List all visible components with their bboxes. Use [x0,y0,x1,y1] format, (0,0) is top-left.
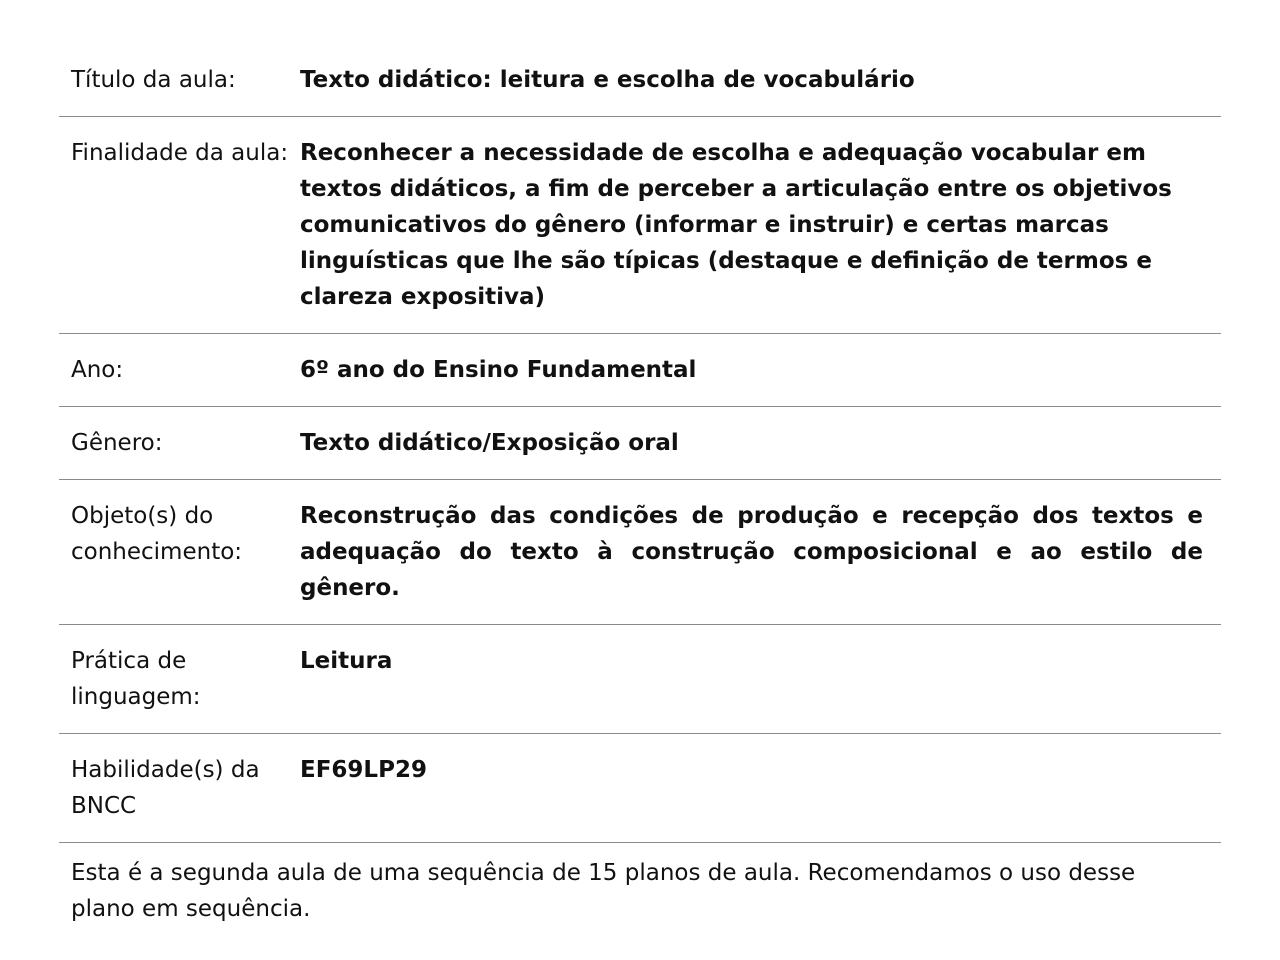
row-value: Texto didático: leitura e escolha de vocabulário [300,67,915,93]
row-label: Finalidade da aula: [71,140,289,166]
sequence-note: Esta é a segunda aula de uma sequência de 15 planos de aula. Recomendamos o uso desse plano em sequência. [71,860,1136,922]
row-label: Ano: [71,357,124,383]
row-grade-year [59,334,1221,407]
row-value: Reconstrução das condições de produção e recepção dos textos e adequação do texto à construção composicional e ao estilo de gênero. [300,503,1203,601]
row-bncc-skills [59,734,1221,843]
row-genre [59,407,1221,480]
row-value: EF69LP29 [300,757,427,783]
row-label: Habilidade(s) da BNCC [71,757,260,819]
row-label: Prática de linguagem: [71,648,201,710]
row-value: Reconhecer a necessidade de escolha e adequação vocabular em textos didáticos, a fim de perceber a articulação entre os objetivos comunicativos do gênero (informar e instruir) e certas marcas linguísticas que lhe são típicas (destaque e definição de termos e clareza expositiva) [300,140,1172,310]
row-value: 6º ano do Ensino Fundamental [300,357,697,383]
lesson-plan-table [59,44,1221,927]
row-value: Leitura [300,648,393,674]
row-label: Objeto(s) do conhecimento: [71,503,243,565]
row-value: Texto didático/Exposição oral [300,430,679,456]
row-label: Gênero: [71,430,163,456]
row-knowledge-objects [59,480,1221,625]
row-lesson-title [59,44,1221,117]
row-lesson-purpose [59,117,1221,334]
row-label: Título da aula: [71,67,236,93]
row-language-practice [59,625,1221,734]
